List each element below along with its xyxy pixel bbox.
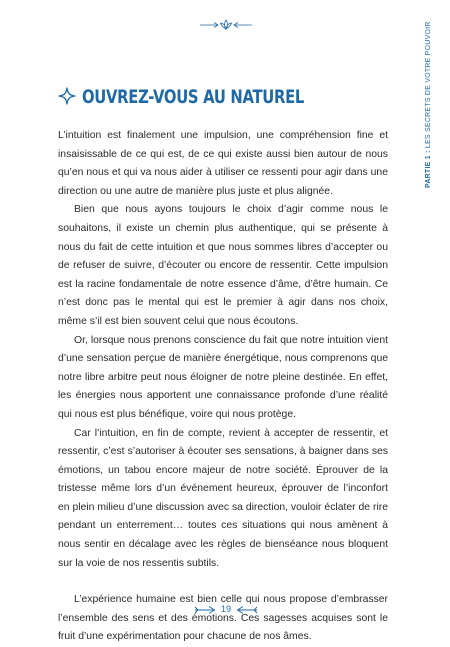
page-footer (0, 602, 450, 618)
paragraph: Bien que nous ayons toujours le choix d’agir comme nous le souhaitons, il existe un chemin plus authentique, qui se présente à nous du fait de cette intuition et que nous sommes libres d’accepter ou de refuser de suivre, d’écouter ou encore de ressentir. Cette impulsion est la racine fondamentale de notre essence d’âme, d’être humain. Ce n’est donc pas le mental qui est le premier à agir dans nos choix, même s’il est bien souvent celui que nous écoutons. (58, 204, 388, 327)
paragraph: Or, lorsque nous prenons conscience du fait que notre intuition vient d’une sensation perçue de manière énergétique, nous comprenons que notre libre arbitre peut nous éloigner de notre pleine destinée. En effet, les énergies nous apportent une connaissance profonde d’une réalité qui nous est plus bénéfique, voire qui nous protège. (58, 334, 388, 420)
running-header-title: LES SECRETS DE VOTRE POUVOIR (425, 21, 432, 151)
chapter-heading (58, 80, 367, 114)
body-text (58, 127, 388, 647)
four-point-star-icon (58, 87, 76, 105)
arrow-ornament-icon (194, 605, 216, 615)
running-header (414, 21, 432, 188)
paragraph: L’intuition est finalement une impulsion, une compréhension fine et insaisissable de ce qui est, de ce qui existe aussi bien autour de nous qu’en nous et qui va nous aider à utiliser ce ressenti pour agir dans une direction ou une autre de manière plus juste et plus alignée. (58, 130, 388, 197)
paragraph: L’expérience humaine est bien celle qui nous propose d’embrasser l’ensemble des sens et des émotions. Ces sagesses acquises sont le fruit d’une expérimentation pour chacune de nos âmes. (58, 594, 388, 643)
flower-ornament-icon (198, 18, 254, 32)
paragraph: Car l’intuition, en fin de compte, revient à accepter de ressentir, et ressentir, c’est s’autoriser à écouter ses sensations, à baigner dans ses émotions, un tabou encore majeur de notre société. Éprouver de la tristesse même lors d’un événement heureux, éprouver de l’inconfort en plein milieu d’une discussion avec sa direction, vouloir éclater de rire pendant un enterrement… toutes ces situations qui nous amènent à nous sentir en décalage avec les règles de bienséance nous bloquent sur la voie de nos ressentis subtils. (58, 427, 388, 569)
running-header-part: PARTIE 1 : (425, 150, 432, 188)
chapter-title: OUVREZ-VOUS AU NATUREL (82, 86, 305, 108)
arrow-ornament-icon (236, 605, 258, 615)
page-number: 19 (220, 604, 231, 614)
